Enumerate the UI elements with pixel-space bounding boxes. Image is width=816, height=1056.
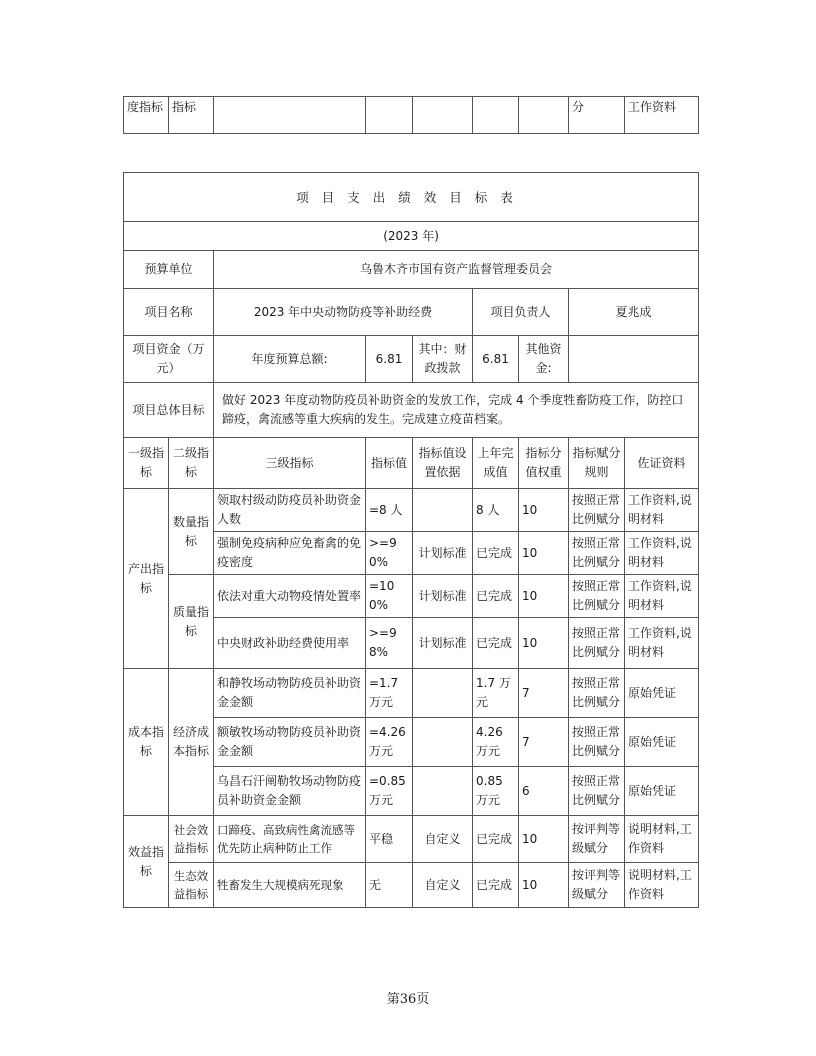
fragment-cell	[519, 97, 569, 134]
rule-cell: 按照正常比例赋分	[569, 669, 625, 718]
basis-cell: 自定义	[413, 863, 473, 908]
basis-cell: 自定义	[413, 816, 473, 863]
evidence-cell: 原始凭证	[625, 669, 699, 718]
evidence-cell: 原始凭证	[625, 767, 699, 816]
evidence-cell: 工作资料,说明材料	[625, 575, 699, 618]
evidence-cell: 工作资料,说明材料	[625, 532, 699, 575]
fragment-evidence: 工作资料	[625, 97, 699, 134]
annual-budget-value: 6.81	[366, 336, 413, 383]
other-funds-label: 其他资金:	[519, 336, 569, 383]
header-last-year: 上年完成值	[473, 438, 519, 489]
table-row	[124, 575, 699, 618]
level1-cost: 成本指标	[124, 669, 169, 816]
project-name-row	[124, 289, 699, 336]
header-value: 指标值	[366, 438, 413, 489]
performance-target-table	[123, 172, 699, 908]
indicator-cell: 中央财政补助经费使用率	[214, 618, 366, 669]
header-evidence: 佐证资料	[625, 438, 699, 489]
goal-label: 项目总体目标	[124, 383, 214, 438]
fragment-level1: 度指标	[124, 97, 169, 134]
table-year: (2023 年)	[124, 222, 699, 251]
indicator-cell: 牲畜发生大规模病死现象	[214, 863, 366, 908]
value-cell: 平稳	[366, 816, 413, 863]
fragment-rule: 分	[569, 97, 625, 134]
header-row	[124, 438, 699, 489]
fiscal-label: 其中：财政拨款	[413, 336, 473, 383]
table-row	[124, 669, 699, 718]
rule-cell: 按照正常比例赋分	[569, 718, 625, 767]
indicator-cell: 领取村级动防疫员补助资金人数	[214, 489, 366, 532]
annual-budget-label: 年度预算总额:	[214, 336, 366, 383]
last-year-cell: 4.26 万元	[473, 718, 519, 767]
weight-cell: 7	[519, 669, 569, 718]
indicator-cell: 乌昌石汗阐勒牧场动物防疫员补助资金金额	[214, 767, 366, 816]
level2-eco-benefit: 生态效益指标	[169, 863, 214, 908]
weight-cell: 10	[519, 532, 569, 575]
evidence-cell: 工作资料,说明材料	[625, 618, 699, 669]
rule-cell: 按照正常比例赋分	[569, 532, 625, 575]
title-row	[124, 173, 699, 222]
evidence-cell: 说明材料,工作资料	[625, 863, 699, 908]
evidence-cell: 说明材料,工作资料	[625, 816, 699, 863]
weight-cell: 10	[519, 575, 569, 618]
last-year-cell: 已完成	[473, 816, 519, 863]
header-level2: 二级指标	[169, 438, 214, 489]
header-rule: 指标赋分规则	[569, 438, 625, 489]
project-name-label: 项目名称	[124, 289, 214, 336]
weight-cell: 10	[519, 618, 569, 669]
rule-cell: 按评判等级赋分	[569, 863, 625, 908]
basis-cell	[413, 718, 473, 767]
value-cell: >=90%	[366, 532, 413, 575]
basis-cell: 计划标准	[413, 532, 473, 575]
year-row	[124, 222, 699, 251]
weight-cell: 10	[519, 816, 569, 863]
basis-cell	[413, 489, 473, 532]
goal-value: 做好 2023 年度动物防疫员补助资金的发放工作，完成 4 个季度牲畜防疫工作，防控口蹄疫，禽流感等重大疾病的发生。完成建立疫苗档案。	[214, 383, 699, 438]
value-cell: =8 人	[366, 489, 413, 532]
level2-social-benefit: 社会效益指标	[169, 816, 214, 863]
indicator-cell: 依法对重大动物疫情处置率	[214, 575, 366, 618]
table-row	[124, 489, 699, 532]
rule-cell: 按照正常比例赋分	[569, 618, 625, 669]
evidence-cell: 工作资料,说明材料	[625, 489, 699, 532]
weight-cell: 7	[519, 718, 569, 767]
level1-benefit: 效益指标	[124, 816, 169, 908]
fragment-cell	[366, 97, 413, 134]
level2-quality: 质量指标	[169, 575, 214, 669]
budget-unit-value: 乌鲁木齐市国有资产监督管理委员会	[214, 251, 699, 289]
basis-cell	[413, 767, 473, 816]
indicator-cell: 和静牧场动物防疫员补助资金金额	[214, 669, 366, 718]
indicator-cell: 额敏牧场动物防疫员补助资金金额	[214, 718, 366, 767]
page-number: 第36页	[386, 992, 430, 1007]
value-cell: =1.7 万元	[366, 669, 413, 718]
indicator-cell: 强制免疫病种应免畜禽的免疫密度	[214, 532, 366, 575]
level2-quantity: 数量指标	[169, 489, 214, 575]
last-year-cell: 已完成	[473, 575, 519, 618]
last-year-cell: 已完成	[473, 863, 519, 908]
rule-cell: 按评判等级赋分	[569, 816, 625, 863]
goal-row	[124, 383, 699, 438]
previous-table-fragment	[123, 96, 699, 134]
evidence-cell: 原始凭证	[625, 718, 699, 767]
fragment-row	[124, 97, 699, 134]
header-weight: 指标分值权重	[519, 438, 569, 489]
budget-unit-row	[124, 251, 699, 289]
table-title: 项目支出绩效目标表	[124, 173, 699, 222]
level2-economic-cost: 经济成本指标	[169, 669, 214, 816]
header-level3: 三级指标	[214, 438, 366, 489]
last-year-cell: 1.7 万元	[473, 669, 519, 718]
budget-unit-label: 预算单位	[124, 251, 214, 289]
project-leader-label: 项目负责人	[473, 289, 569, 336]
value-cell: =100%	[366, 575, 413, 618]
last-year-cell: 已完成	[473, 532, 519, 575]
basis-cell: 计划标准	[413, 575, 473, 618]
other-funds-value	[569, 336, 699, 383]
last-year-cell: 0.85 万元	[473, 767, 519, 816]
weight-cell: 6	[519, 767, 569, 816]
table-row	[124, 863, 699, 908]
project-name-value: 2023 年中央动物防疫等补助经费	[214, 289, 473, 336]
fiscal-value: 6.81	[473, 336, 519, 383]
fragment-level2: 指标	[169, 97, 214, 134]
basis-cell: 计划标准	[413, 618, 473, 669]
header-level1: 一级指标	[124, 438, 169, 489]
project-leader-value: 夏兆成	[569, 289, 699, 336]
rule-cell: 按照正常比例赋分	[569, 767, 625, 816]
fragment-cell	[214, 97, 366, 134]
last-year-cell: 已完成	[473, 618, 519, 669]
value-cell: =0.85 万元	[366, 767, 413, 816]
value-cell: >=98%	[366, 618, 413, 669]
last-year-cell: 8 人	[473, 489, 519, 532]
table-row	[124, 816, 699, 863]
basis-cell	[413, 669, 473, 718]
funds-label: 项目资金（万元）	[124, 336, 214, 383]
level1-output: 产出指标	[124, 489, 169, 669]
funds-row	[124, 336, 699, 383]
weight-cell: 10	[519, 489, 569, 532]
fragment-cell	[473, 97, 519, 134]
indicator-cell: 口蹄疫、高致病性禽流感等优先防止病种防止工作	[214, 816, 366, 863]
rule-cell: 按照正常比例赋分	[569, 575, 625, 618]
value-cell: =4.26 万元	[366, 718, 413, 767]
fragment-cell	[413, 97, 473, 134]
rule-cell: 按照正常比例赋分	[569, 489, 625, 532]
header-basis: 指标值设置依据	[413, 438, 473, 489]
weight-cell: 10	[519, 863, 569, 908]
value-cell: 无	[366, 863, 413, 908]
